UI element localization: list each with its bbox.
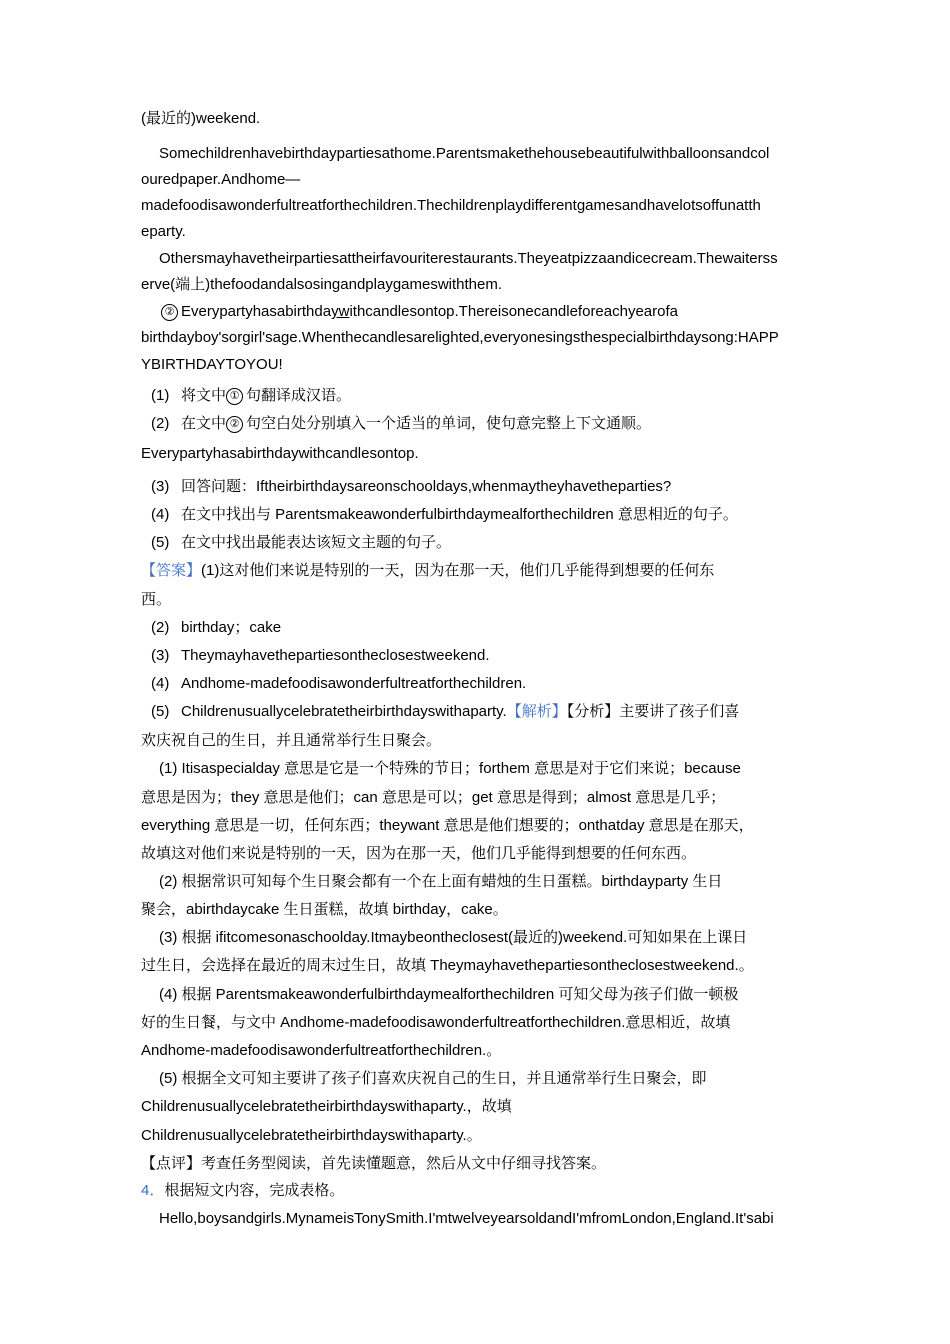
explanation-line: Childrenusuallycelebratetheirbirthdayswithaparty.。 — [141, 1127, 482, 1144]
explanation-line: 意思是因为；they 意思是他们；can 意思是可以；get 意思是得到；almost 意思是几乎； — [141, 789, 726, 806]
passage-line: (最近的)weekend. — [141, 110, 261, 127]
question-4-heading: 4．根据短文内容，完成表格。 — [141, 1182, 345, 1199]
answer-1-cont: 西。 — [141, 591, 172, 608]
answer-4: (4) Andhome-madefoodisawonderfultreatforthechildren. — [151, 675, 527, 692]
explanation-line: (1) Itisaspecialday 意思是它是一个特殊的节日；forthem 意思是对于它们来说；because — [159, 760, 741, 777]
question-2: (2) 在文中 ② 句空白处分别填入一个适当的单词，使句意完整上下文通顺。 — [151, 415, 652, 432]
explanation-line: 故填这对他们来说是特别的一天，因为在那一天，他们几乎能得到想要的任何东西。 — [141, 845, 697, 862]
analysis-line: 欢庆祝自己的生日，并且通常举行生日聚会。 — [141, 732, 442, 749]
passage-line: erve(端上)thefoodandalsosingandplaygameswiththem. — [141, 276, 503, 293]
explanation-line: (5) 根据全文可知主要讲了孩子们喜欢庆祝自己的生日，并且通常举行生日聚会，即 — [159, 1070, 707, 1087]
passage-line: birthdayboy'sorgirl'sage.Whenthecandlesarelighted,everyonesingsthespecialbirthdaysong:HAPP — [141, 329, 779, 346]
explanation-line: (2) 根据常识可知每个生日聚会都有一个在上面有蜡烛的生日蛋糕。birthdayparty 生日 — [159, 873, 723, 890]
explanation-line: 聚会，abirthdaycake 生日蛋糕，故填 birthday，cake。 — [141, 901, 508, 918]
passage-line: YBIRTHDAYTOYOU! — [141, 356, 283, 373]
explanation-line: 好的生日餐，与文中 Andhome-madefoodisawonderfultreatforthechildren.意思相近，故填 — [141, 1014, 731, 1031]
question-5: (5) 在文中找出最能表达该短文主题的句子。 — [151, 534, 452, 551]
answer-tag: 【答案】 — [141, 562, 202, 579]
explanation-line: Childrenusuallycelebratetheirbirthdayswithaparty.，故填 — [141, 1098, 512, 1115]
answer-2: (2) birthday；cake — [151, 619, 282, 636]
passage-line: Somechildrenhavebirthdaypartiesathome.Parentsmakethehousebeautifulwithballoonsandcol — [159, 145, 770, 162]
passage-line: eparty. — [141, 223, 186, 240]
circled-number: ① — [226, 388, 243, 405]
question-4: (4) 在文中找出与 Parentsmakeawonderfulbirthdaymealforthechildren 意思相近的句子。 — [151, 506, 738, 523]
explanation-line: Andhome-madefoodisawonderfultreatforthechildren.。 — [141, 1042, 502, 1059]
circled-number: ② — [226, 416, 243, 433]
comment-line: 【点评】考查任务型阅读，首先读懂题意，然后从文中仔细寻找答案。 — [141, 1155, 607, 1172]
blank-underline: yw — [331, 303, 350, 320]
question-number: 4． — [141, 1182, 165, 1199]
question-2-sentence: Everypartyhasabirthdaywithcandlesontop. — [141, 445, 419, 462]
circled-number: ② — [161, 304, 178, 321]
answer-3: (3) Theymayhavethepartiesontheclosestweekend. — [151, 647, 490, 664]
passage-line: Hello,boysandgirls.MynameisTonySmith.I'mtwelveyearsoldandI'mfromLondon,England.It'sabi — [159, 1210, 774, 1227]
answer-1: 【答案】(1)这对他们来说是特别的一天，因为在那一天，他们几乎能得到想要的任何东 — [141, 562, 715, 579]
explanation-line: everything 意思是一切，任何东西；theywant 意思是他们想要的；onthatday 意思是在那天， — [141, 817, 754, 834]
explanation-line: (3) 根据 ifitcomesonaschoolday.Itmaybeontheclosest(最近的)weekend.可知如果在上课日 — [159, 929, 748, 946]
question-1: (1) 将文中 ① 句翻译成汉语。 — [151, 387, 352, 404]
explanation-line: 过生日，会选择在最近的周末过生日，故填 Theymayhavethepartiesontheclosestweekend.。 — [141, 957, 754, 974]
analysis-tag: 【解析】 — [506, 703, 567, 720]
passage-line: madefoodisawonderfultreatforthechildren.Thechildrenplaydifferentgamesandhavelotsoffunatth — [141, 197, 761, 214]
answer-5: (5) Childrenusuallycelebratetheirbirthdayswithaparty.【解析】【分析】主要讲了孩子们喜 — [151, 703, 740, 720]
question-3: (3) 回答问题：Iftheirbirthdaysareonschooldays,whenmaytheyhavetheparties? — [151, 478, 672, 495]
passage-line: Othersmayhavetheirpartiesattheirfavouriterestaurants.Theyeatpizzaandicecream.Thewaiterss — [159, 250, 778, 267]
explanation-line: (4) 根据 Parentsmakeawonderfulbirthdaymealforthechildren 可知父母为孩子们做一顿极 — [159, 986, 739, 1003]
passage-line: ouredpaper.Andhome— — [141, 171, 301, 188]
passage-line: ② Everypartyhasabirthdaywithcandlesontop.Thereisonecandleforeachyearofa — [161, 302, 833, 322]
